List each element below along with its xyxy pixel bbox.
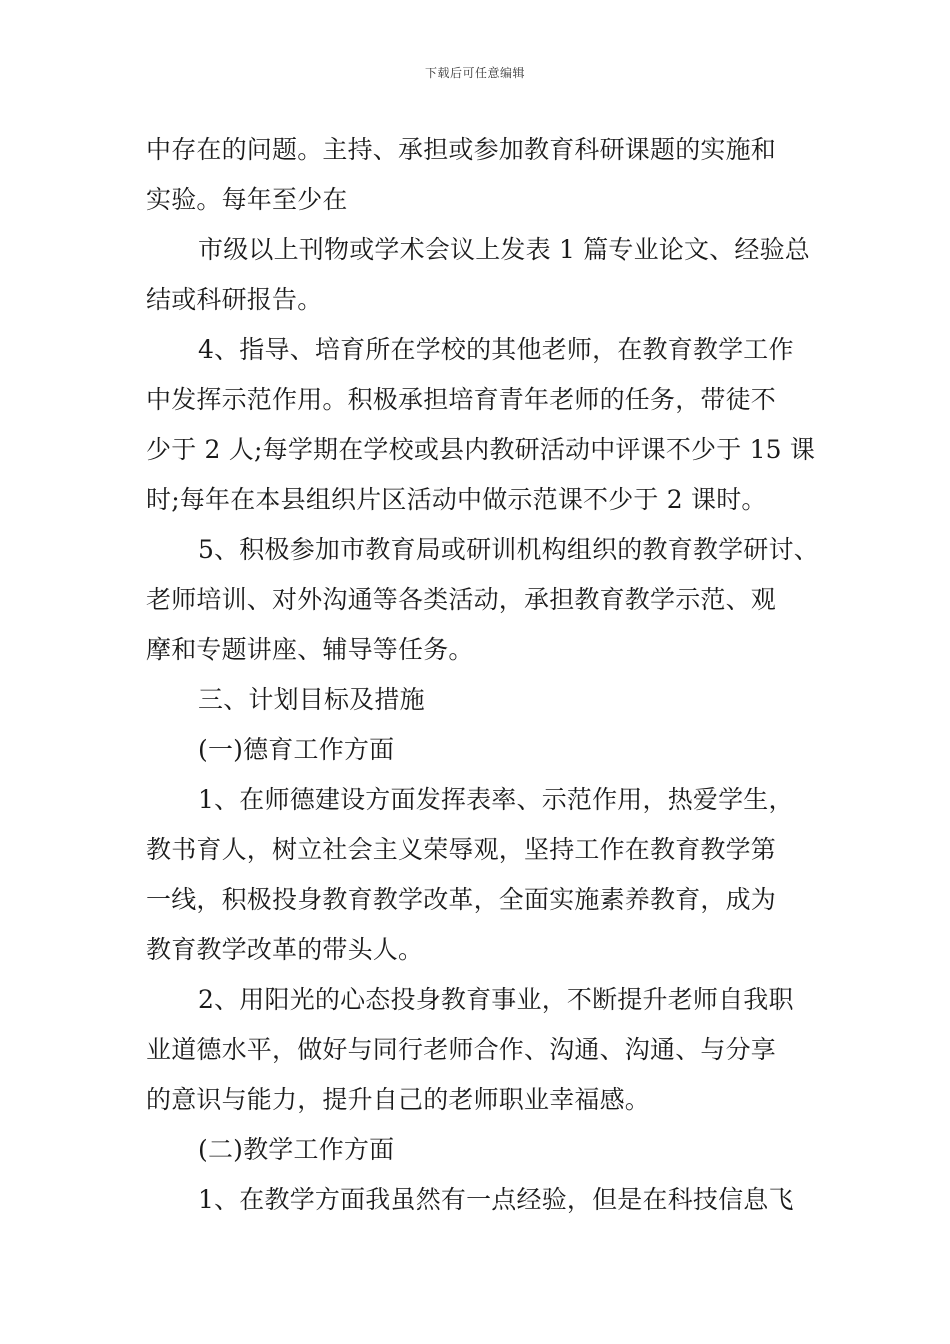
body-line: 5、积极参加市教育局或研训机构组织的教育教学研讨、 xyxy=(198,535,819,564)
body-line: 实验。每年至少在 xyxy=(146,185,348,214)
page-header: 下载后可任意编辑 xyxy=(424,66,525,80)
body-line: 业道德水平，做好与同行老师合作、沟通、沟通、与分享 xyxy=(146,1035,777,1064)
body-line: 市级以上刊物或学术会议上发表 1 篇专业论文、经验总 xyxy=(198,235,811,264)
body-line: 摩和专题讲座、辅导等任务。 xyxy=(146,635,474,664)
body-line: 4、指导、培育所在学校的其他老师，在教育教学工作 xyxy=(198,335,794,364)
body-line: 2、用阳光的心态投身教育事业，不断提升老师自我职 xyxy=(198,985,794,1014)
body-line: 的意识与能力，提升自己的老师职业幸福感。 xyxy=(146,1085,651,1114)
section-heading: 三、计划目标及措施 xyxy=(198,685,425,714)
subsection-heading: (二)教学工作方面 xyxy=(198,1135,395,1164)
document-body xyxy=(146,125,819,1225)
body-line: 一线，积极投身教育教学改革，全面实施素养教育，成为 xyxy=(146,885,777,914)
body-line: 中存在的问题。主持、承担或参加教育科研课题的实施和 xyxy=(146,135,777,164)
body-line: 1、在教学方面我虽然有一点经验，但是在科技信息飞 xyxy=(198,1185,794,1214)
body-line: 少于 2 人;每学期在学校或县内教研活动中评课不少于 15 课 xyxy=(146,435,816,464)
body-line: 教育教学改革的带头人。 xyxy=(146,935,424,964)
body-line: 教书育人，树立社会主义荣辱观，坚持工作在教育教学第 xyxy=(146,835,777,864)
body-line: 1、在师德建设方面发挥表率、示范作用，热爱学生， xyxy=(198,785,794,814)
body-line: 结或科研报告。 xyxy=(146,285,323,314)
body-line: 老师培训、对外沟通等各类活动，承担教育教学示范、观 xyxy=(146,585,777,614)
body-line: 中发挥示范作用。积极承担培育青年老师的任务，带徒不 xyxy=(146,385,777,414)
subsection-heading: (一)德育工作方面 xyxy=(198,735,395,764)
body-line: 时;每年在本县组织片区活动中做示范课不少于 2 课时。 xyxy=(146,485,767,514)
